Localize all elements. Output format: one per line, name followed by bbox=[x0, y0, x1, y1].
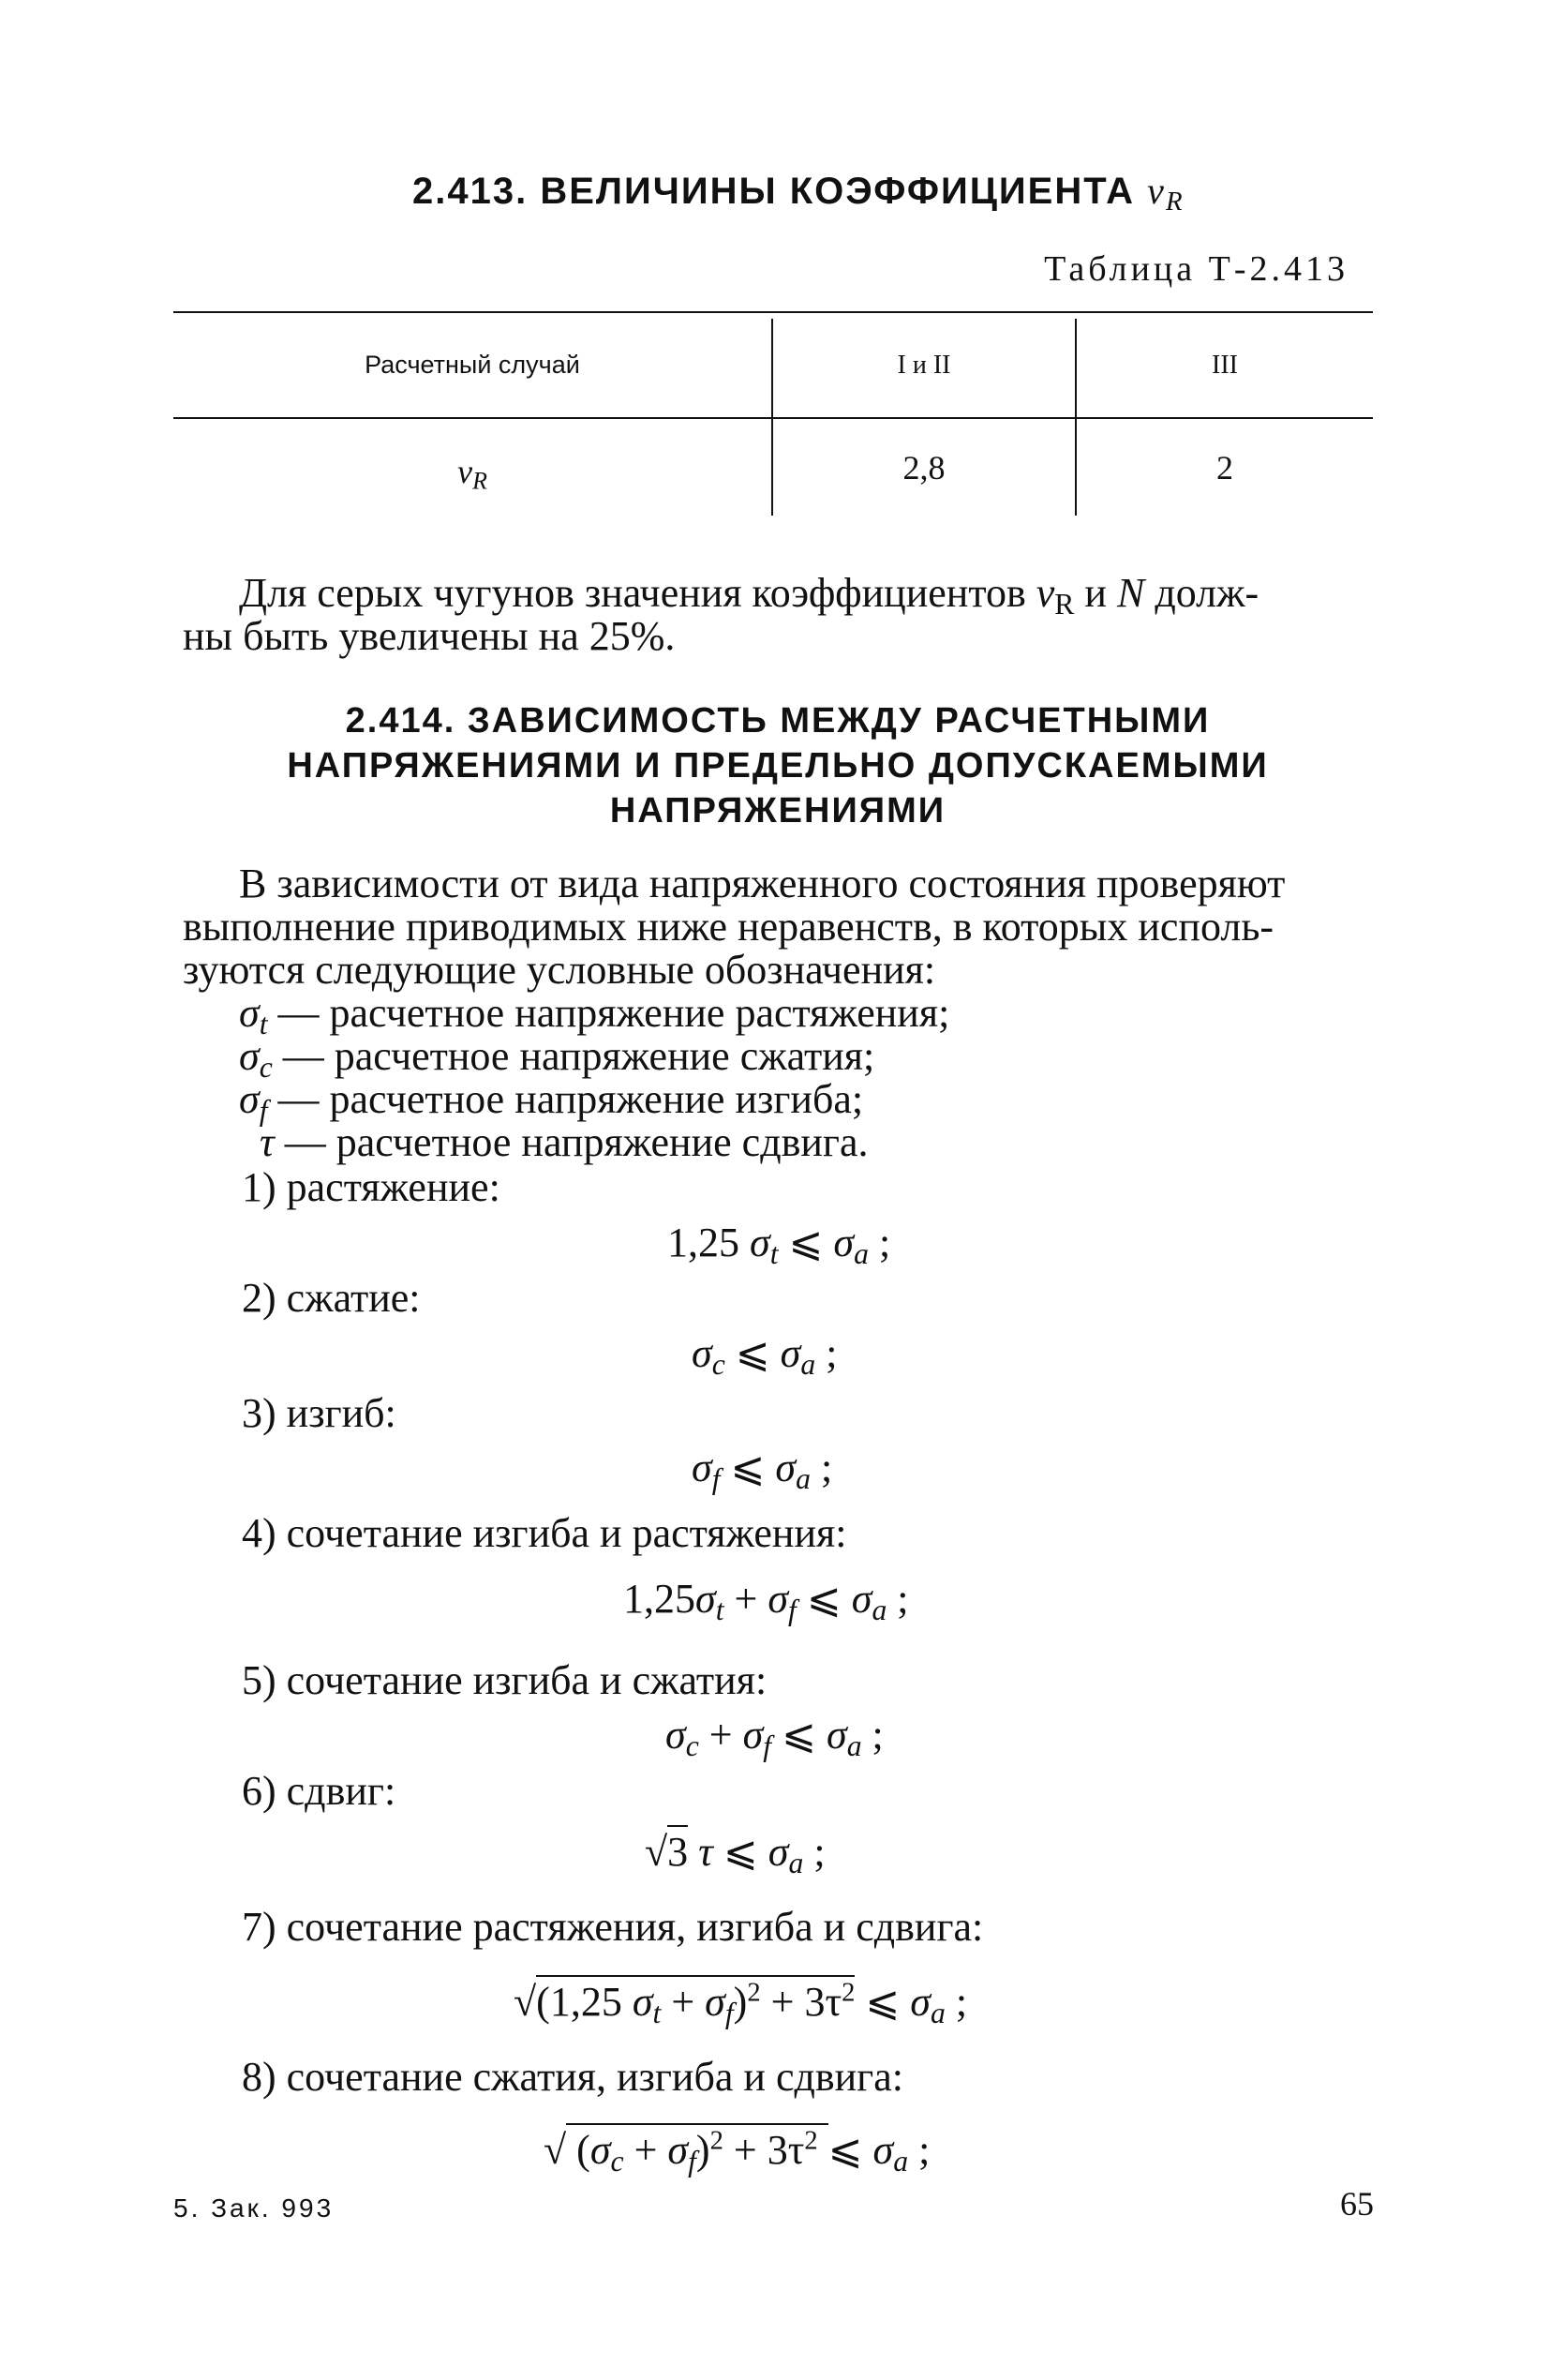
definition-item: $\sigma_c$ — расчетное напряжение сжатия; bbox=[239, 1033, 875, 1084]
sqrt-icon: √ bbox=[514, 1979, 537, 2025]
section-2414-heading: 2.414. ЗАВИСИМОСТЬ МЕЖДУ РАСЧЕТНЫМИ НАПРЯЖЕНИЯМИ И ПРЕДЕЛЬНО ДОПУСКАЕМЫМИ НАПРЯЖЕНИЯМИ bbox=[287, 701, 1269, 831]
table-label: Таблица Т-2.413 bbox=[1044, 249, 1349, 289]
sqrt-icon: √ bbox=[544, 2127, 567, 2173]
sqrt-icon: √ bbox=[645, 1829, 668, 1875]
page-number: 65 bbox=[1340, 2185, 1374, 2223]
formula-tension-bending-shear: √(1,25 $\sigma_t + \sigma_f)^2 + 3\tau^2$ ⩽ $\sigma_a$ ; bbox=[514, 1978, 967, 2026]
case-label: 3) изгиб: bbox=[242, 1390, 396, 1436]
formula-shear: √3 τ ⩽ $\sigma_a$ ; bbox=[645, 1828, 826, 1876]
note-paragraph: Для серых чугунов значения коэффициентов $\nu_R$ и N долж- ны быть увеличены на 25%. bbox=[183, 570, 1259, 659]
definitions-list bbox=[239, 992, 949, 1164]
case-label: 8) сочетание сжатия, изгиба и сдвига: bbox=[242, 2054, 903, 2100]
table-cell-case: $\nu_R$ bbox=[457, 453, 487, 495]
table-cell-value-2: 2 bbox=[1216, 449, 1233, 486]
case-label: 5) сочетание изгиба и сжатия: bbox=[242, 1657, 768, 1703]
case-label: 6) сдвиг: bbox=[242, 1768, 396, 1814]
formula-bending-tension: $1,25\sigma_t + \sigma_f$ ⩽ $\sigma_a$ ; bbox=[623, 1576, 909, 1626]
definition-item: $\sigma_f$ — расчетное напряжение изгиба; bbox=[239, 1076, 864, 1127]
formula-compression: $\sigma_c$ ⩽ $\sigma_a$ ; bbox=[692, 1330, 838, 1381]
table-header-case: Расчетный случай bbox=[365, 351, 580, 379]
section-2413-heading: 2.413. ВЕЛИЧИНЫ КОЭФФИЦИЕНТА $\nu_R$ bbox=[412, 170, 1185, 217]
case-label: 7) сочетание растяжения, изгиба и сдвига: bbox=[242, 1904, 984, 1950]
intro-paragraph: В зависимости от вида напряженного состояния проверяют выполнение приводимых ниже неравенств, в которых исполь- зуются следующие условные обозначения: bbox=[183, 861, 1286, 993]
definition-item: $\sigma_t$ — расчетное напряжение растяжения; bbox=[239, 990, 950, 1040]
table-header-3: III bbox=[1212, 351, 1238, 380]
formula-tension: 1,25 $\sigma_t$ ⩽ $\sigma_a$ ; bbox=[667, 1220, 891, 1270]
formula-bending-compression: $\sigma_c + \sigma_f$ ⩽ $\sigma_a$ ; bbox=[665, 1712, 884, 1762]
table-header-1-2: I и II bbox=[897, 351, 951, 380]
formula-compression-bending-shear: √ $(\sigma_c + \sigma_f)^2 + 3\tau^2$ ⩽ $\sigma_a$ ; bbox=[544, 2126, 930, 2174]
case-label: 4) сочетание изгиба и растяжения: bbox=[242, 1510, 847, 1556]
formula-bending: $\sigma_f$ ⩽ $\sigma_a$ ; bbox=[692, 1444, 833, 1495]
definition-item: τ — расчетное напряжение сдвига. bbox=[260, 1119, 869, 1165]
case-label: 1) растяжение: bbox=[242, 1164, 500, 1210]
table bbox=[173, 311, 1373, 522]
table-cell-value-1: 2,8 bbox=[902, 449, 946, 486]
case-label: 2) сжатие: bbox=[242, 1275, 421, 1321]
footer-left: 5. Зак. 993 bbox=[173, 2193, 335, 2223]
